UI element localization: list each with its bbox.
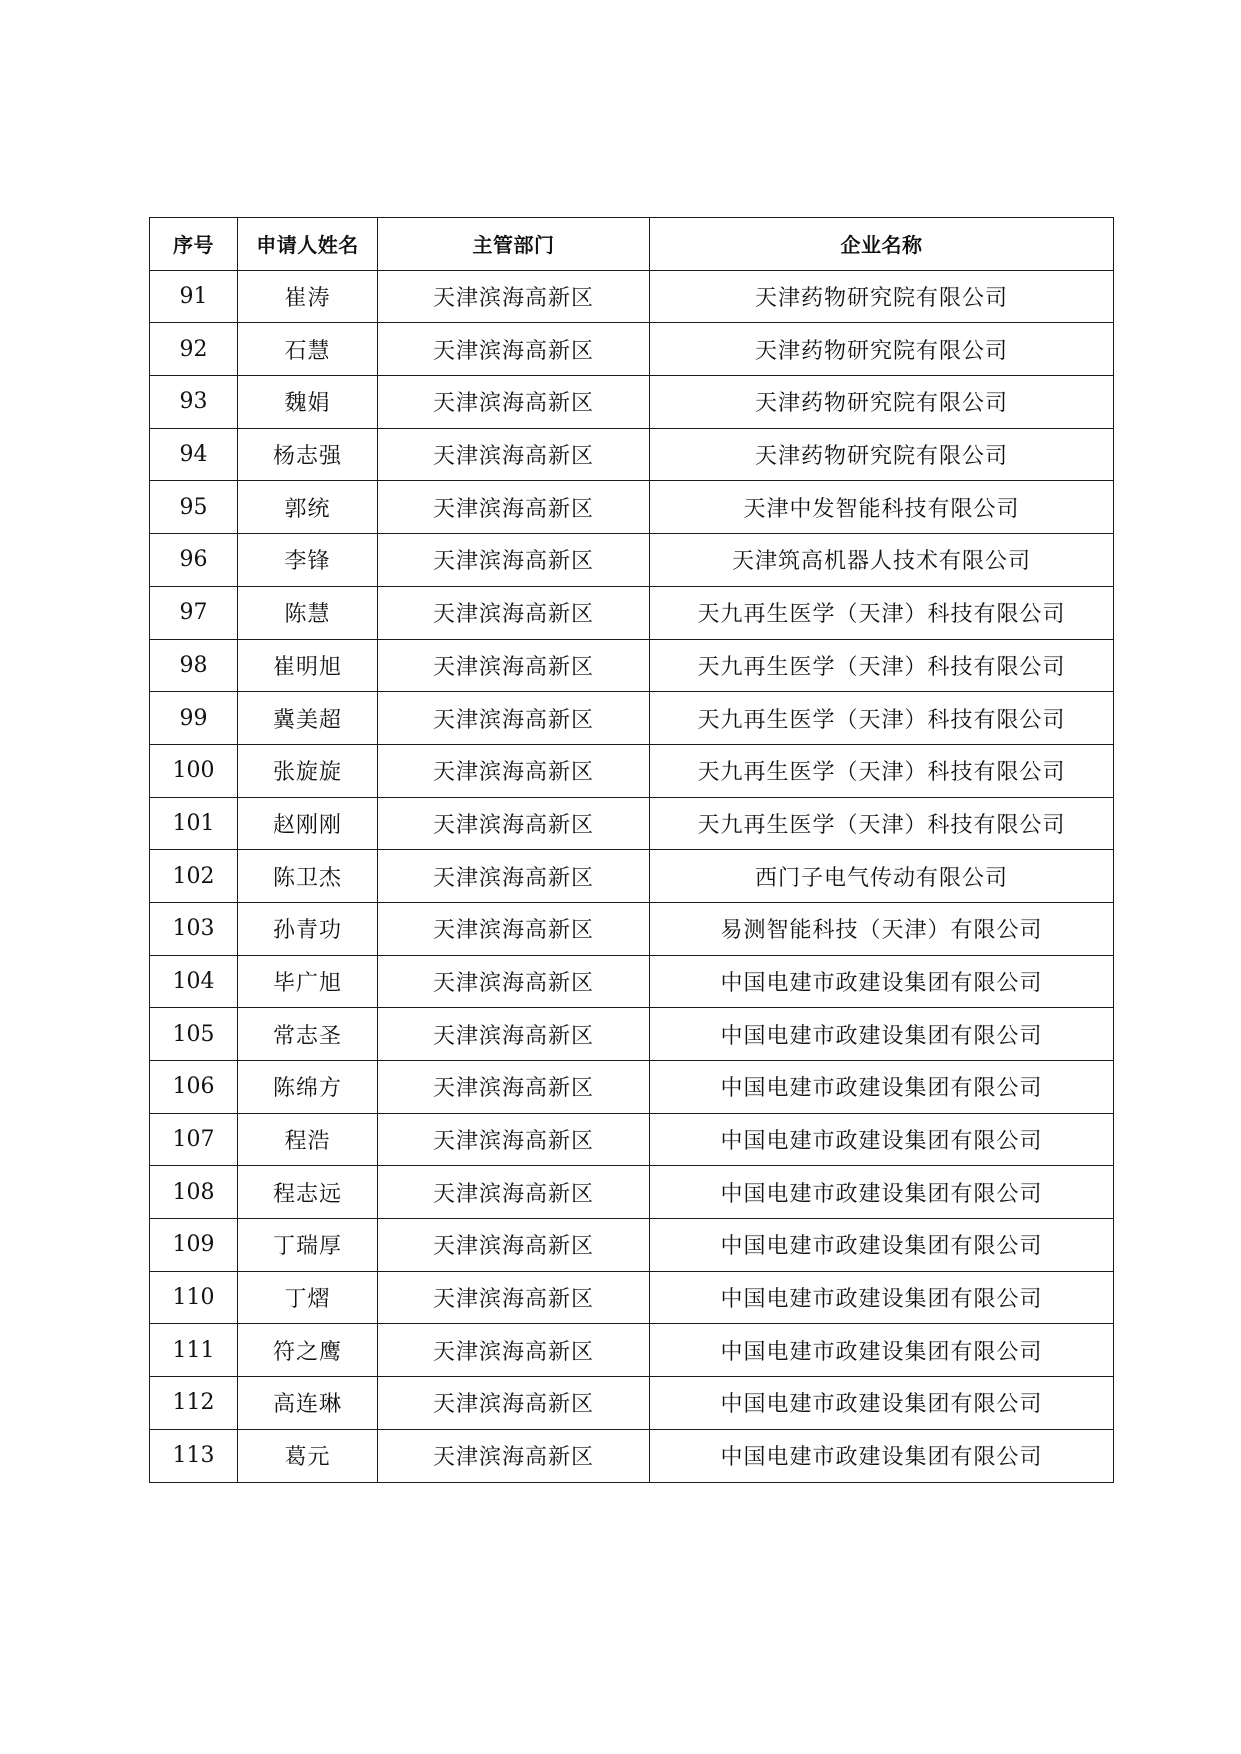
table-row: [150, 586, 1114, 639]
cell-seq: 97: [150, 586, 238, 639]
table-row: [150, 1429, 1114, 1482]
cell-department: 天津滨海高新区: [378, 270, 650, 323]
cell-department: 天津滨海高新区: [378, 481, 650, 534]
cell-company: 天九再生医学（天津）科技有限公司: [650, 744, 1114, 797]
cell-company: 天津筑高机器人技术有限公司: [650, 534, 1114, 587]
cell-company: 中国电建市政建设集团有限公司: [650, 1219, 1114, 1272]
cell-department: 天津滨海高新区: [378, 1166, 650, 1219]
cell-company: 中国电建市政建设集团有限公司: [650, 1324, 1114, 1377]
cell-applicant-name: 孙青功: [238, 902, 378, 955]
cell-seq: 92: [150, 323, 238, 376]
table-row: [150, 376, 1114, 429]
cell-applicant-name: 常志圣: [238, 1008, 378, 1061]
cell-company: 易测智能科技（天津）有限公司: [650, 902, 1114, 955]
cell-applicant-name: 葛元: [238, 1429, 378, 1482]
cell-seq: 100: [150, 744, 238, 797]
table-row: [150, 481, 1114, 534]
cell-seq: 108: [150, 1166, 238, 1219]
cell-company: 中国电建市政建设集团有限公司: [650, 1429, 1114, 1482]
table-row: [150, 850, 1114, 903]
table-row: [150, 1166, 1114, 1219]
cell-department: 天津滨海高新区: [378, 744, 650, 797]
cell-seq: 99: [150, 692, 238, 745]
cell-department: 天津滨海高新区: [378, 692, 650, 745]
cell-company: 中国电建市政建设集团有限公司: [650, 1008, 1114, 1061]
cell-seq: 105: [150, 1008, 238, 1061]
cell-seq: 104: [150, 955, 238, 1008]
cell-company: 天津药物研究院有限公司: [650, 323, 1114, 376]
cell-seq: 111: [150, 1324, 238, 1377]
cell-applicant-name: 赵刚刚: [238, 797, 378, 850]
table-row: [150, 1008, 1114, 1061]
header-seq: 序号: [150, 218, 238, 271]
cell-company: 中国电建市政建设集团有限公司: [650, 1113, 1114, 1166]
cell-company: 天九再生医学（天津）科技有限公司: [650, 639, 1114, 692]
cell-applicant-name: 李锋: [238, 534, 378, 587]
cell-department: 天津滨海高新区: [378, 1377, 650, 1430]
cell-applicant-name: 丁熠: [238, 1271, 378, 1324]
cell-department: 天津滨海高新区: [378, 1061, 650, 1114]
cell-applicant-name: 石慧: [238, 323, 378, 376]
cell-company: 中国电建市政建设集团有限公司: [650, 1377, 1114, 1430]
table-row: [150, 270, 1114, 323]
cell-seq: 113: [150, 1429, 238, 1482]
cell-seq: 95: [150, 481, 238, 534]
cell-department: 天津滨海高新区: [378, 1324, 650, 1377]
cell-department: 天津滨海高新区: [378, 639, 650, 692]
cell-applicant-name: 张旋旋: [238, 744, 378, 797]
cell-applicant-name: 郭统: [238, 481, 378, 534]
cell-department: 天津滨海高新区: [378, 902, 650, 955]
cell-applicant-name: 陈卫杰: [238, 850, 378, 903]
table-row: [150, 1219, 1114, 1272]
table-row: [150, 692, 1114, 745]
cell-seq: 93: [150, 376, 238, 429]
cell-seq: 109: [150, 1219, 238, 1272]
table-row: [150, 1113, 1114, 1166]
table-row: [150, 902, 1114, 955]
table-row: [150, 323, 1114, 376]
table-header: [150, 218, 1114, 271]
table-row: [150, 1271, 1114, 1324]
cell-department: 天津滨海高新区: [378, 1271, 650, 1324]
cell-seq: 102: [150, 850, 238, 903]
cell-company: 中国电建市政建设集团有限公司: [650, 1166, 1114, 1219]
cell-company: 天九再生医学（天津）科技有限公司: [650, 692, 1114, 745]
header-company: 企业名称: [650, 218, 1114, 271]
header-dept: 主管部门: [378, 218, 650, 271]
cell-seq: 94: [150, 428, 238, 481]
cell-applicant-name: 崔明旭: [238, 639, 378, 692]
cell-company: 天九再生医学（天津）科技有限公司: [650, 797, 1114, 850]
cell-applicant-name: 程志远: [238, 1166, 378, 1219]
cell-applicant-name: 魏娟: [238, 376, 378, 429]
table-row: [150, 955, 1114, 1008]
cell-seq: 107: [150, 1113, 238, 1166]
table-row: [150, 744, 1114, 797]
cell-company: 天津药物研究院有限公司: [650, 376, 1114, 429]
cell-company: 天津药物研究院有限公司: [650, 428, 1114, 481]
table-body: [150, 270, 1114, 1482]
cell-company: 西门子电气传动有限公司: [650, 850, 1114, 903]
cell-seq: 106: [150, 1061, 238, 1114]
table-row: [150, 1324, 1114, 1377]
cell-seq: 103: [150, 902, 238, 955]
cell-department: 天津滨海高新区: [378, 534, 650, 587]
cell-applicant-name: 符之鹰: [238, 1324, 378, 1377]
table-row: [150, 639, 1114, 692]
cell-applicant-name: 杨志强: [238, 428, 378, 481]
header-row: [150, 218, 1114, 271]
cell-applicant-name: 毕广旭: [238, 955, 378, 1008]
cell-company: 天津药物研究院有限公司: [650, 270, 1114, 323]
table-row: [150, 534, 1114, 587]
cell-department: 天津滨海高新区: [378, 797, 650, 850]
table-row: [150, 1377, 1114, 1430]
table-row: [150, 1061, 1114, 1114]
cell-company: 中国电建市政建设集团有限公司: [650, 955, 1114, 1008]
cell-department: 天津滨海高新区: [378, 323, 650, 376]
cell-seq: 98: [150, 639, 238, 692]
cell-seq: 112: [150, 1377, 238, 1430]
cell-applicant-name: 崔涛: [238, 270, 378, 323]
cell-department: 天津滨海高新区: [378, 586, 650, 639]
cell-applicant-name: 陈慧: [238, 586, 378, 639]
cell-department: 天津滨海高新区: [378, 376, 650, 429]
cell-department: 天津滨海高新区: [378, 850, 650, 903]
cell-company: 中国电建市政建设集团有限公司: [650, 1061, 1114, 1114]
cell-seq: 91: [150, 270, 238, 323]
cell-seq: 96: [150, 534, 238, 587]
cell-department: 天津滨海高新区: [378, 1008, 650, 1061]
header-name: 申请人姓名: [238, 218, 378, 271]
table-row: [150, 797, 1114, 850]
cell-company: 天九再生医学（天津）科技有限公司: [650, 586, 1114, 639]
cell-applicant-name: 陈绵方: [238, 1061, 378, 1114]
table-row: [150, 428, 1114, 481]
cell-department: 天津滨海高新区: [378, 1429, 650, 1482]
cell-applicant-name: 丁瑞厚: [238, 1219, 378, 1272]
cell-applicant-name: 冀美超: [238, 692, 378, 745]
cell-applicant-name: 程浩: [238, 1113, 378, 1166]
cell-company: 天津中发智能科技有限公司: [650, 481, 1114, 534]
cell-department: 天津滨海高新区: [378, 955, 650, 1008]
cell-seq: 101: [150, 797, 238, 850]
cell-department: 天津滨海高新区: [378, 1113, 650, 1166]
cell-department: 天津滨海高新区: [378, 428, 650, 481]
applicant-table: [149, 217, 1114, 1483]
cell-department: 天津滨海高新区: [378, 1219, 650, 1272]
cell-applicant-name: 高连琳: [238, 1377, 378, 1430]
cell-seq: 110: [150, 1271, 238, 1324]
cell-company: 中国电建市政建设集团有限公司: [650, 1271, 1114, 1324]
